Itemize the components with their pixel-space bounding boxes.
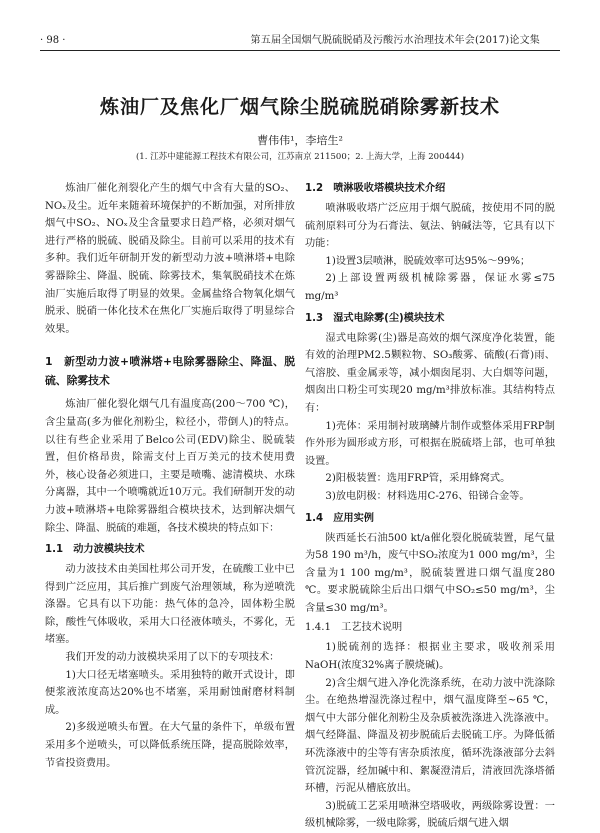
list-item: 2)多级逆喷头布置。在大气量的条件下，单级布置采用多个逆喷头，可以降低系统压降，提高脱除效率，节省投资费用。 bbox=[45, 722, 295, 769]
intro-paragraph: 炼油厂催化剂裂化产生的烟气中含有大量的SO₂、NOₓ及尘。近年来随着环境保护的不断加强，对所排放烟气中SO₂、NOₓ及尘含量要求日趋严格，必须对烟气进行严格的脱硫、脱硝及除尘。目前可以采用的技术有多种。我们近年研制开发的新型动力波+喷淋塔+电除雾器除尘、降温、脱硫、除雾技术，集氧脱硝技术在炼油厂实施后取得了明显的效果。金属盐络合物氧化烟气脱汞、脱硝一体化技术在焦化厂实施后取得了明显综合效果。 bbox=[45, 183, 295, 335]
section-1-1-paragraph: 动力波技术由美国杜邦公司开发，在硫酸工业中已得到广泛应用，其后推广到废气治理领域，称为逆喷洗涤器。它具有以下功能：热气体的急冷，固体粉尘脱除，酸性气体吸收，采用大口径液体喷头，不雾化，无堵塞。 bbox=[45, 564, 295, 646]
section-1-1-paragraph-2: 我们开发的动力波模块采用了以下的专项技术： bbox=[65, 652, 280, 664]
list-item: 2)含尘烟气进入净化洗涤系统，在动力波中洗涤除尘。在绝热增湿洗涤过程中，烟气温度降至~65 ℃，烟气中大部分催化剂粉尘及杂质被洗涤进入洗涤液中。烟气经降温、降温及初步脱硫后去脱硫工序。为降低循环洗涤液中的尘等有害杂质浓度，循环洗涤液部分去斜管沉淀器，经加碱中和、絮凝澄清后，清液回洗涤塔循环槽，污泥从槽底放出。 bbox=[305, 677, 555, 795]
conference-title: 第五届全国烟气脱硫脱硝及污酸污水治理技术年会(2017)论文集 bbox=[250, 35, 540, 46]
affiliation: (1. 江苏中建能源工程技术有限公司，江苏南京 211500；2. 上海大学，上海 200444) bbox=[135, 152, 465, 162]
list-item: 2)阳极装置：选用FRP管，采用蜂窝式。 bbox=[325, 473, 511, 485]
left-column bbox=[45, 180, 295, 772]
list-item: 1)脱硫剂的选择：根据业主要求，吸收剂采用NaOH(浓度32%离子膜烧碱)。 bbox=[305, 642, 555, 672]
page-number: · 98 · bbox=[40, 35, 66, 46]
section-1-3-heading: 1.3 湿式电除雾(尘)模块技术 bbox=[305, 312, 445, 324]
section-1-4-heading: 1.4 应用实例 bbox=[305, 512, 374, 524]
paper-title: 炼油厂及焦化厂烟气除尘脱硫脱硝除雾新技术 bbox=[99, 96, 500, 118]
right-column bbox=[305, 180, 555, 833]
running-header bbox=[40, 34, 560, 51]
list-item: 1)设置3层喷淋，脱硫效率可达95%～99%； bbox=[325, 255, 531, 267]
section-1-2-paragraph: 喷淋吸收塔广泛应用于烟气脱硫，按使用不同的脱硫剂原料可分为石膏法、氨法、钠碱法等，它具有以下功能： bbox=[305, 203, 555, 250]
section-1-1-heading: 1.1 动力波模块技术 bbox=[45, 544, 145, 556]
section-1-2-heading: 1.2 喷淋吸收塔模块技术介绍 bbox=[305, 183, 446, 194]
section-1-4-paragraph: 陕西延长石油500 kt/a催化裂化脱硫装置，尾气量为58 190 m³/h，废气中SO₂浓度为1 000 mg/m³，尘含量为1 100 mg/m³，脱硫装置进口烟气温度280 ℃。要求脱硫除尘后出口烟气中SO₂≤50 mg/m³，尘含量≤30 mg/m³。 bbox=[305, 532, 555, 614]
section-1-3-paragraph: 湿式电除雾(尘)器是高效的烟气深度净化装置，能有效的治理PM2.5颗粒物、SO₃酸雾、硫酸(石膏)雨、气溶胶、重金属汞等，减小烟囱尾羽、大白烟等问题，烟囱出口粉尘可实现20 mg/m³排放标准。其结构特点有： bbox=[305, 332, 555, 414]
list-item: 3)放电阴极：材料选用C-276、铅锑合金等。 bbox=[325, 490, 530, 502]
list-item: 3)脱硫工艺采用喷淋空塔吸收，两级除雾设置：一级机械除雾，一级电除雾，脱硫后烟气进入烟 bbox=[305, 800, 555, 830]
section-1-4-1-heading: 1.4.1 工艺技术说明 bbox=[305, 622, 403, 634]
authors: 曹伟伟¹，李培生² bbox=[257, 134, 343, 147]
section-1-paragraph: 炼油厂催化裂化烟气几有温度高(200～700 ℃)，含尘量高(多为催化剂粉尘，粒径小，带倒人)的特点。以往有些企业采用了Belco公司(EDV)除尘、脱硫装置，但价格昂贵，除需支付上百万美元的技术使用费外，核心设备必须进口，主要是喷嘴、滤清模块、水珠分离器，其中一个喷嘴就近10万元。我们研制开发的动力波+喷淋塔+电除雾器组合模块技术，达到解决烟气除尘、降温、脱硫的难题，各技术模块的特点如下： bbox=[45, 399, 295, 534]
list-item: 1)壳体：采用制衬玻璃鳞片制作或整体采用FRP制作外形为圆形或方形，可根据在脱硫塔上部，也可单独设置。 bbox=[305, 420, 555, 467]
list-item: 1)大口径无堵塞喷头。采用独特的敞开式设计，即便浆液浓度高达20%也不堵塞，采用耐蚀耐磨材料制成。 bbox=[45, 669, 295, 716]
section-1-heading: 1 新型动力波+喷淋塔+电除雾器除尘、降温、脱硫、除雾技术 bbox=[45, 355, 295, 388]
list-item: 2)上部设置两级机械除雾器，保证水雾≤75 mg/m³ bbox=[305, 273, 555, 302]
